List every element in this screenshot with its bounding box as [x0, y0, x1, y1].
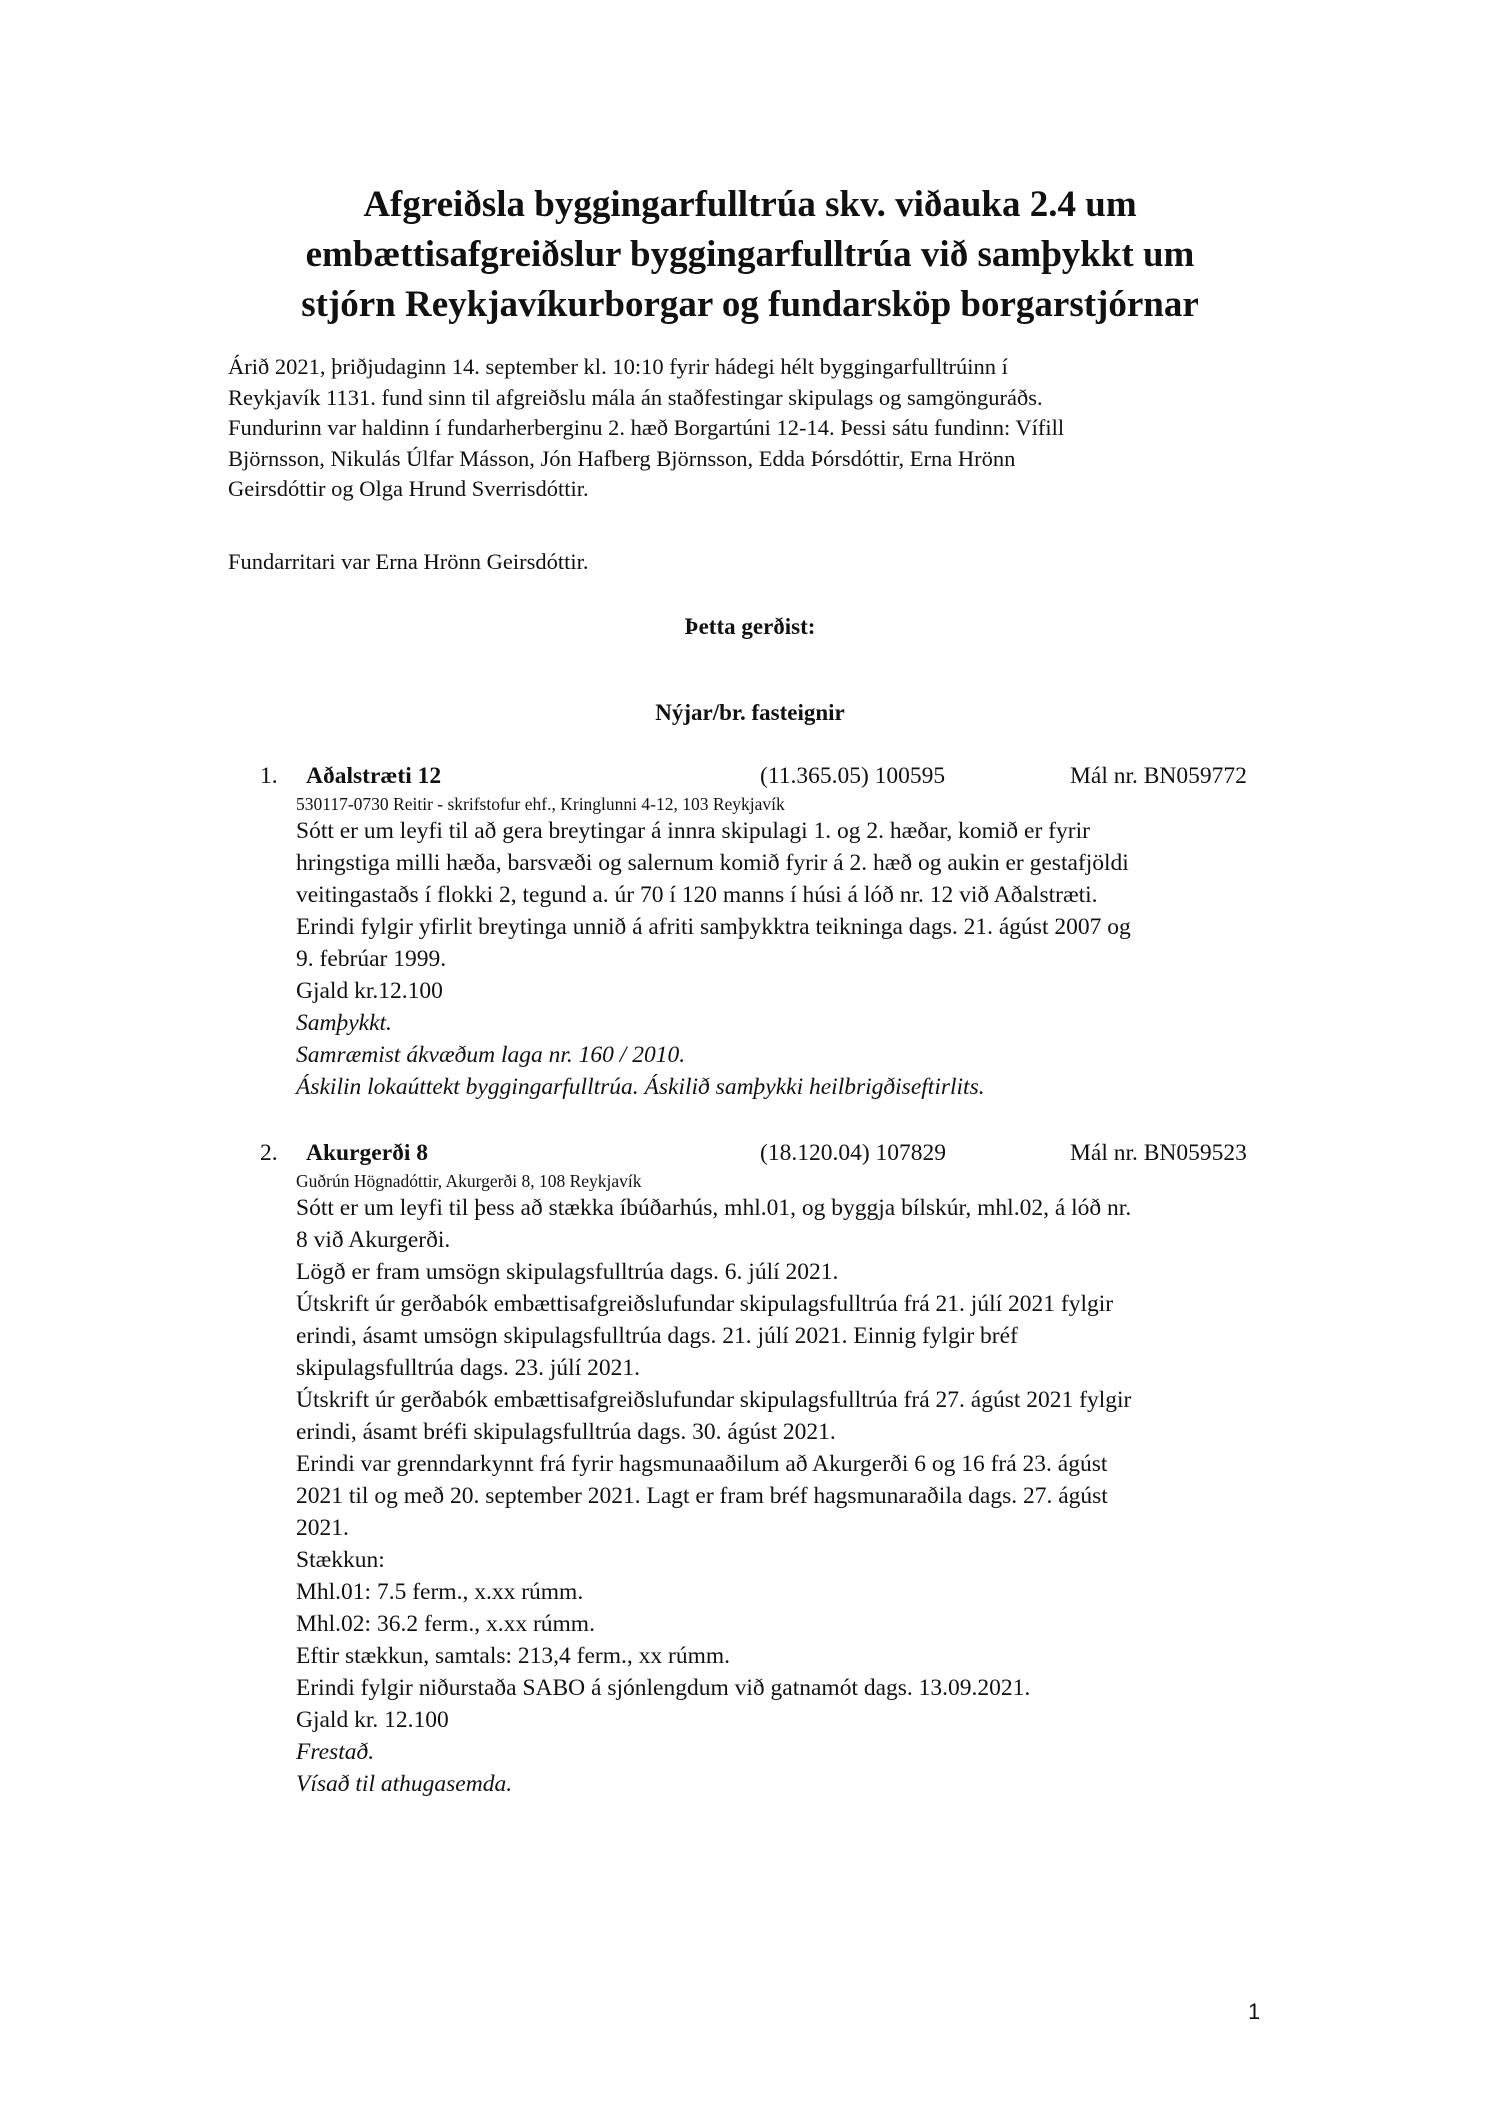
case-line: skipulagsfulltrúa dags. 23. júlí 2021.	[296, 1355, 640, 1381]
case-address: Akurgerði 8	[306, 1140, 429, 1166]
title-line: stjórn Reykjavíkurborgar og fundarsköp borgarstjórnar	[301, 284, 1199, 325]
property-code: (11.365.05) 100595	[760, 763, 946, 789]
case-line: Útskrift úr gerðabók embættisafgreiðslufundar skipulagsfulltrúa frá 27. ágúst 2021 fylgir	[296, 1387, 1132, 1413]
case-line: erindi, ásamt umsögn skipulagsfulltrúa dags. 21. júlí 2021. Einnig fylgir bréf	[296, 1323, 1018, 1349]
case-line: Sótt er um leyfi til að gera breytingar á innra skipulagi 1. og 2. hæðar, komið er fyrir	[296, 818, 1090, 844]
title-line: Afgreiðsla byggingarfulltrúa skv. viðauka 2.4 um	[363, 184, 1137, 225]
case-line: Lögð er fram umsögn skipulagsfulltrúa dags. 6. júlí 2021.	[296, 1259, 839, 1285]
case-header	[0, 1137, 1500, 1169]
decision-line: Áskilin lokaúttekt byggingarfulltrúa. Áskilið samþykki heilbrigðiseftirlits.	[296, 1074, 985, 1100]
page-number: 1	[1248, 1999, 1261, 2024]
applicant: Guðrún Högnadóttir, Akurgerði 8, 108 Reykjavík	[296, 1171, 642, 1191]
case-line: Eftir stækkun, samtals: 213,4 ferm., xx rúmm.	[296, 1643, 731, 1669]
document-title	[180, 180, 1320, 330]
case-body	[296, 1192, 1296, 1800]
case-line: 8 við Akurgerði.	[296, 1227, 451, 1253]
title-line: embættisafgreiðslur byggingarfulltrúa við samþykkt um	[305, 234, 1195, 275]
intro-line: Árið 2021, þriðjudaginn 14. september kl. 10:10 fyrir hádegi hélt byggingarfulltrúinn í	[228, 354, 1008, 379]
intro-line: Fundurinn var haldinn í fundarherberginu 2. hæð Borgartúni 12-14. Þessi sátu fundinn: Vífill	[228, 415, 1065, 440]
section-heading: Nýjar/br. fasteignir	[655, 700, 845, 725]
case-line: Útskrift úr gerðabók embættisafgreiðslufundar skipulagsfulltrúa frá 21. júlí 2021 fylgir	[296, 1291, 1114, 1317]
intro-line: Geirsdóttir og Olga Hrund Sverrisdóttir.	[228, 476, 589, 501]
case-line: veitingastaðs í flokki 2, tegund a. úr 70 í 120 manns í húsi á lóð nr. 12 við Aðalstræti.	[296, 882, 1098, 908]
case-header	[0, 760, 1500, 792]
case-body	[296, 815, 1296, 1103]
case-line: Erindi var grenndarkynnt frá fyrir hagsmunaaðilum að Akurgerði 6 og 16 frá 23. ágúst	[296, 1451, 1108, 1477]
case-reference: Mál nr. BN059523	[1070, 1140, 1247, 1166]
applicant: 530117-0730 Reitir - skrifstofur ehf., Kringlunni 4-12, 103 Reykjavík	[296, 794, 785, 814]
case-line: 9. febrúar 1999.	[296, 946, 447, 972]
case-line: Sótt er um leyfi til þess að stækka íbúðarhús, mhl.01, og byggja bílskúr, mhl.02, á lóð nr.	[296, 1195, 1132, 1221]
meeting-secretary: Fundarritari var Erna Hrönn Geirsdóttir.	[228, 549, 589, 574]
decision-line: Samþykkt.	[296, 1010, 392, 1036]
case-line: hringstiga milli hæða, barsvæði og salernum komið fyrir á 2. hæð og aukin er gestafjöldi	[296, 850, 1129, 876]
meeting-intro	[228, 352, 1268, 505]
case-reference: Mál nr. BN059772	[1070, 763, 1247, 789]
case-line: Stækkun:	[296, 1547, 385, 1573]
case-number: 2.	[260, 1140, 278, 1166]
case-line: Mhl.01: 7.5 ferm., x.xx rúmm.	[296, 1579, 584, 1605]
case-line: 2021.	[296, 1515, 349, 1541]
case-line: Erindi fylgir niðurstaða SABO á sjónlengdum við gatnamót dags. 13.09.2021.	[296, 1675, 1031, 1701]
decision-line: Frestað.	[296, 1739, 375, 1765]
case-number: 1.	[260, 763, 278, 789]
case-item	[0, 1137, 1500, 1800]
case-line: Mhl.02: 36.2 ferm., x.xx rúmm.	[296, 1611, 595, 1637]
case-address: Aðalstræti 12	[306, 763, 442, 789]
case-item	[0, 760, 1500, 1103]
intro-line: Björnsson, Nikulás Úlfar Másson, Jón Hafberg Björnsson, Edda Þórsdóttir, Erna Hrönn	[228, 445, 1016, 471]
events-heading: Þetta gerðist:	[684, 614, 816, 639]
case-line: erindi, ásamt bréfi skipulagsfulltrúa dags. 30. ágúst 2021.	[296, 1419, 836, 1445]
decision-line: Vísað til athugasemda.	[296, 1771, 513, 1797]
fee-line: Gjald kr.12.100	[296, 978, 443, 1004]
property-code: (18.120.04) 107829	[760, 1140, 947, 1166]
case-line: 2021 til og með 20. september 2021. Lagt er fram bréf hagsmunaraðila dags. 27. ágúst	[296, 1483, 1108, 1509]
intro-line: Reykjavík 1131. fund sinn til afgreiðslu mála án staðfestingar skipulags og samgönguráðs.	[228, 384, 1043, 410]
fee-line: Gjald kr. 12.100	[296, 1707, 449, 1733]
decision-line: Samræmist ákvæðum laga nr. 160 / 2010.	[296, 1042, 686, 1068]
case-line: Erindi fylgir yfirlit breytinga unnið á afriti samþykktra teikninga dags. 21. ágúst 2007 og	[296, 914, 1131, 940]
